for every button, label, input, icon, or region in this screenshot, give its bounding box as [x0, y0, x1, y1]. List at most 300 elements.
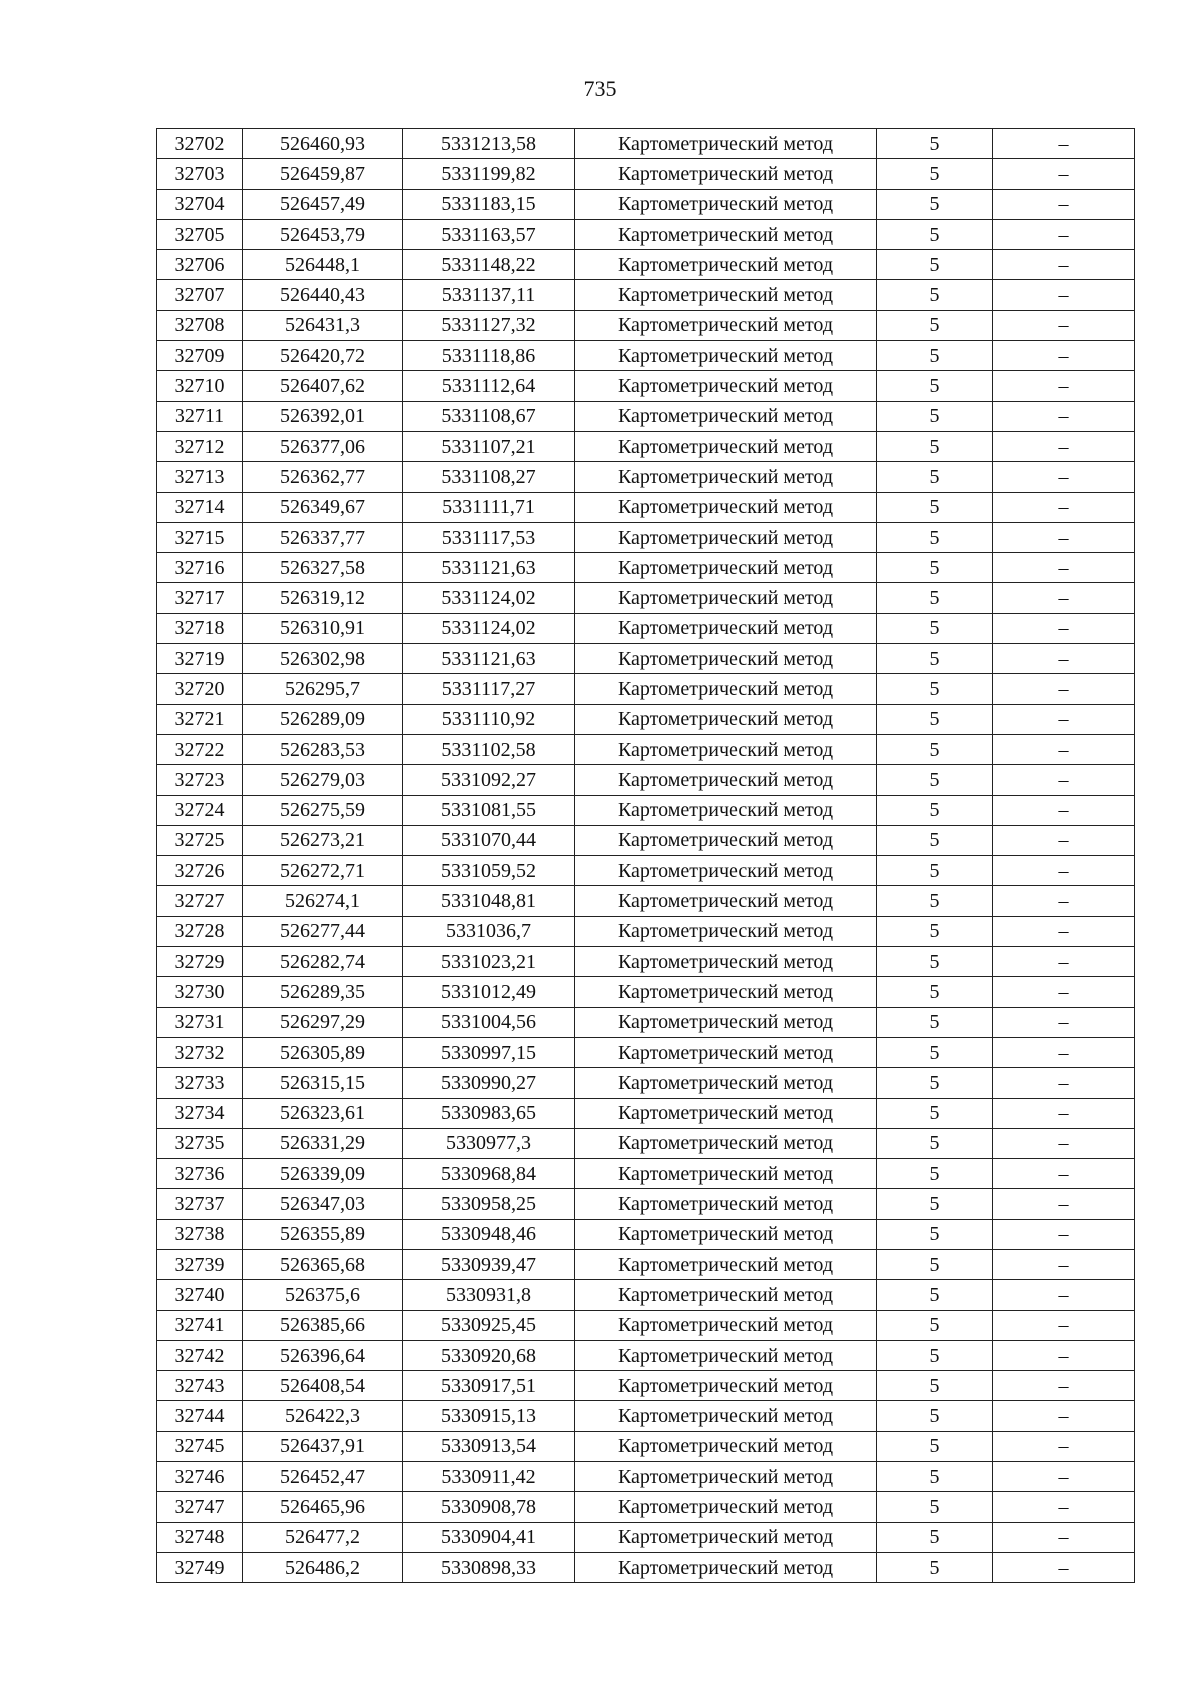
y-coordinate-cell: 5331036,7: [403, 916, 575, 946]
point-number-cell: 32739: [157, 1249, 243, 1279]
y-coordinate-cell: 5331124,02: [403, 613, 575, 643]
y-coordinate-cell: 5331117,27: [403, 674, 575, 704]
table-row: [157, 1492, 1135, 1522]
method-cell: Картометрический метод: [575, 825, 877, 855]
x-coordinate-cell: 526460,93: [243, 129, 403, 159]
x-coordinate-cell: 526289,35: [243, 977, 403, 1007]
x-coordinate-cell: 526408,54: [243, 1371, 403, 1401]
method-cell: Картометрический метод: [575, 1128, 877, 1158]
point-number-cell: 32722: [157, 734, 243, 764]
table-row: [157, 1037, 1135, 1067]
y-coordinate-cell: 5331117,53: [403, 522, 575, 552]
accuracy-cell: 5: [877, 1431, 993, 1461]
x-coordinate-cell: 526420,72: [243, 341, 403, 371]
table-row: [157, 553, 1135, 583]
accuracy-cell: 5: [877, 613, 993, 643]
method-cell: Картометрический метод: [575, 189, 877, 219]
accuracy-cell: 5: [877, 674, 993, 704]
y-coordinate-cell: 5330917,51: [403, 1371, 575, 1401]
x-coordinate-cell: 526327,58: [243, 553, 403, 583]
x-coordinate-cell: 526347,03: [243, 1189, 403, 1219]
point-number-cell: 32726: [157, 856, 243, 886]
accuracy-cell: 5: [877, 765, 993, 795]
y-coordinate-cell: 5331081,55: [403, 795, 575, 825]
accuracy-cell: 5: [877, 916, 993, 946]
table-row: [157, 1189, 1135, 1219]
description-cell: –: [993, 1219, 1135, 1249]
description-cell: –: [993, 1007, 1135, 1037]
description-cell: –: [993, 1128, 1135, 1158]
table-row: [157, 401, 1135, 431]
y-coordinate-cell: 5330898,33: [403, 1552, 575, 1582]
table-row: [157, 1128, 1135, 1158]
point-number-cell: 32714: [157, 492, 243, 522]
point-number-cell: 32720: [157, 674, 243, 704]
table-row: [157, 765, 1135, 795]
x-coordinate-cell: 526277,44: [243, 916, 403, 946]
accuracy-cell: 5: [877, 886, 993, 916]
x-coordinate-cell: 526310,91: [243, 613, 403, 643]
point-number-cell: 32717: [157, 583, 243, 613]
accuracy-cell: 5: [877, 492, 993, 522]
point-number-cell: 32703: [157, 159, 243, 189]
point-number-cell: 32728: [157, 916, 243, 946]
method-cell: Картометрический метод: [575, 250, 877, 280]
description-cell: –: [993, 1431, 1135, 1461]
x-coordinate-cell: 526407,62: [243, 371, 403, 401]
x-coordinate-cell: 526392,01: [243, 401, 403, 431]
y-coordinate-cell: 5331163,57: [403, 219, 575, 249]
description-cell: –: [993, 1310, 1135, 1340]
point-number-cell: 32723: [157, 765, 243, 795]
y-coordinate-cell: 5331110,92: [403, 704, 575, 734]
description-cell: –: [993, 734, 1135, 764]
point-number-cell: 32740: [157, 1280, 243, 1310]
point-number-cell: 32724: [157, 795, 243, 825]
y-coordinate-cell: 5331023,21: [403, 947, 575, 977]
x-coordinate-cell: 526315,15: [243, 1068, 403, 1098]
method-cell: Картометрический метод: [575, 462, 877, 492]
description-cell: –: [993, 462, 1135, 492]
x-coordinate-cell: 526337,77: [243, 522, 403, 552]
description-cell: –: [993, 1401, 1135, 1431]
x-coordinate-cell: 526349,67: [243, 492, 403, 522]
table-row: [157, 129, 1135, 159]
point-number-cell: 32719: [157, 644, 243, 674]
y-coordinate-cell: 5331108,67: [403, 401, 575, 431]
accuracy-cell: 5: [877, 1310, 993, 1340]
description-cell: –: [993, 250, 1135, 280]
description-cell: –: [993, 704, 1135, 734]
table-row: [157, 613, 1135, 643]
method-cell: Картометрический метод: [575, 1371, 877, 1401]
point-number-cell: 32734: [157, 1098, 243, 1128]
y-coordinate-cell: 5331048,81: [403, 886, 575, 916]
accuracy-cell: 5: [877, 219, 993, 249]
description-cell: –: [993, 947, 1135, 977]
description-cell: –: [993, 1522, 1135, 1552]
point-number-cell: 32731: [157, 1007, 243, 1037]
accuracy-cell: 5: [877, 977, 993, 1007]
x-coordinate-cell: 526305,89: [243, 1037, 403, 1067]
x-coordinate-cell: 526319,12: [243, 583, 403, 613]
method-cell: Картометрический метод: [575, 795, 877, 825]
point-number-cell: 32709: [157, 341, 243, 371]
y-coordinate-cell: 5330913,54: [403, 1431, 575, 1461]
point-number-cell: 32741: [157, 1310, 243, 1340]
accuracy-cell: 5: [877, 280, 993, 310]
method-cell: Картометрический метод: [575, 765, 877, 795]
table-row: [157, 947, 1135, 977]
point-number-cell: 32729: [157, 947, 243, 977]
y-coordinate-cell: 5331137,11: [403, 280, 575, 310]
table-row: [157, 250, 1135, 280]
description-cell: –: [993, 1249, 1135, 1279]
description-cell: –: [993, 310, 1135, 340]
accuracy-cell: 5: [877, 825, 993, 855]
table-row: [157, 674, 1135, 704]
method-cell: Картометрический метод: [575, 1310, 877, 1340]
method-cell: Картометрический метод: [575, 613, 877, 643]
accuracy-cell: 5: [877, 1280, 993, 1310]
x-coordinate-cell: 526385,66: [243, 1310, 403, 1340]
description-cell: –: [993, 1371, 1135, 1401]
y-coordinate-cell: 5330931,8: [403, 1280, 575, 1310]
y-coordinate-cell: 5330925,45: [403, 1310, 575, 1340]
description-cell: –: [993, 492, 1135, 522]
method-cell: Картометрический метод: [575, 1007, 877, 1037]
description-cell: –: [993, 795, 1135, 825]
description-cell: –: [993, 1492, 1135, 1522]
description-cell: –: [993, 159, 1135, 189]
accuracy-cell: 5: [877, 583, 993, 613]
table-row: [157, 1219, 1135, 1249]
description-cell: –: [993, 431, 1135, 461]
description-cell: –: [993, 856, 1135, 886]
point-number-cell: 32707: [157, 280, 243, 310]
accuracy-cell: 5: [877, 1219, 993, 1249]
y-coordinate-cell: 5330904,41: [403, 1522, 575, 1552]
method-cell: Картометрический метод: [575, 1522, 877, 1552]
method-cell: Картометрический метод: [575, 1189, 877, 1219]
method-cell: Картометрический метод: [575, 704, 877, 734]
accuracy-cell: 5: [877, 1492, 993, 1522]
description-cell: –: [993, 977, 1135, 1007]
x-coordinate-cell: 526422,3: [243, 1401, 403, 1431]
table-row: [157, 977, 1135, 1007]
table-row: [157, 462, 1135, 492]
accuracy-cell: 5: [877, 1007, 993, 1037]
accuracy-cell: 5: [877, 704, 993, 734]
description-cell: –: [993, 371, 1135, 401]
y-coordinate-cell: 5330948,46: [403, 1219, 575, 1249]
accuracy-cell: 5: [877, 189, 993, 219]
method-cell: Картометрический метод: [575, 674, 877, 704]
y-coordinate-cell: 5330983,65: [403, 1098, 575, 1128]
description-cell: –: [993, 825, 1135, 855]
x-coordinate-cell: 526279,03: [243, 765, 403, 795]
x-coordinate-cell: 526339,09: [243, 1159, 403, 1189]
table-row: [157, 310, 1135, 340]
description-cell: –: [993, 644, 1135, 674]
method-cell: Картометрический метод: [575, 1340, 877, 1370]
point-number-cell: 32716: [157, 553, 243, 583]
x-coordinate-cell: 526362,77: [243, 462, 403, 492]
method-cell: Картометрический метод: [575, 341, 877, 371]
y-coordinate-cell: 5331121,63: [403, 644, 575, 674]
y-coordinate-cell: 5330977,3: [403, 1128, 575, 1158]
table-row: [157, 1462, 1135, 1492]
table-row: [157, 341, 1135, 371]
x-coordinate-cell: 526355,89: [243, 1219, 403, 1249]
point-number-cell: 32710: [157, 371, 243, 401]
x-coordinate-cell: 526289,09: [243, 704, 403, 734]
accuracy-cell: 5: [877, 1371, 993, 1401]
accuracy-cell: 5: [877, 947, 993, 977]
y-coordinate-cell: 5331121,63: [403, 553, 575, 583]
point-number-cell: 32730: [157, 977, 243, 1007]
y-coordinate-cell: 5331092,27: [403, 765, 575, 795]
x-coordinate-cell: 526440,43: [243, 280, 403, 310]
method-cell: Картометрический метод: [575, 159, 877, 189]
accuracy-cell: 5: [877, 341, 993, 371]
accuracy-cell: 5: [877, 1552, 993, 1582]
method-cell: Картометрический метод: [575, 1462, 877, 1492]
point-number-cell: 32705: [157, 219, 243, 249]
x-coordinate-cell: 526272,71: [243, 856, 403, 886]
point-number-cell: 32733: [157, 1068, 243, 1098]
x-coordinate-cell: 526431,3: [243, 310, 403, 340]
description-cell: –: [993, 613, 1135, 643]
x-coordinate-cell: 526375,6: [243, 1280, 403, 1310]
y-coordinate-cell: 5331070,44: [403, 825, 575, 855]
point-number-cell: 32712: [157, 431, 243, 461]
method-cell: Картометрический метод: [575, 492, 877, 522]
accuracy-cell: 5: [877, 1128, 993, 1158]
method-cell: Картометрический метод: [575, 310, 877, 340]
method-cell: Картометрический метод: [575, 916, 877, 946]
y-coordinate-cell: 5331012,49: [403, 977, 575, 1007]
y-coordinate-cell: 5330908,78: [403, 1492, 575, 1522]
accuracy-cell: 5: [877, 1159, 993, 1189]
table-row: [157, 1098, 1135, 1128]
method-cell: Картометрический метод: [575, 371, 877, 401]
table-row: [157, 795, 1135, 825]
description-cell: –: [993, 189, 1135, 219]
x-coordinate-cell: 526396,64: [243, 1340, 403, 1370]
description-cell: –: [993, 1159, 1135, 1189]
table-row: [157, 189, 1135, 219]
y-coordinate-cell: 5330997,15: [403, 1037, 575, 1067]
x-coordinate-cell: 526486,2: [243, 1552, 403, 1582]
table-row: [157, 1280, 1135, 1310]
accuracy-cell: 5: [877, 371, 993, 401]
accuracy-cell: 5: [877, 1068, 993, 1098]
table-row: [157, 1340, 1135, 1370]
method-cell: Картометрический метод: [575, 401, 877, 431]
x-coordinate-cell: 526273,21: [243, 825, 403, 855]
x-coordinate-cell: 526437,91: [243, 1431, 403, 1461]
description-cell: –: [993, 886, 1135, 916]
accuracy-cell: 5: [877, 553, 993, 583]
table-row: [157, 916, 1135, 946]
description-cell: –: [993, 522, 1135, 552]
point-number-cell: 32742: [157, 1340, 243, 1370]
point-number-cell: 32746: [157, 1462, 243, 1492]
description-cell: –: [993, 765, 1135, 795]
method-cell: Картометрический метод: [575, 583, 877, 613]
method-cell: Картометрический метод: [575, 219, 877, 249]
point-number-cell: 32721: [157, 704, 243, 734]
method-cell: Картометрический метод: [575, 1037, 877, 1067]
point-number-cell: 32747: [157, 1492, 243, 1522]
table-row: [157, 1431, 1135, 1461]
point-number-cell: 32715: [157, 522, 243, 552]
point-number-cell: 32744: [157, 1401, 243, 1431]
description-cell: –: [993, 1340, 1135, 1370]
method-cell: Картометрический метод: [575, 1098, 877, 1128]
y-coordinate-cell: 5331183,15: [403, 189, 575, 219]
table-row: [157, 280, 1135, 310]
method-cell: Картометрический метод: [575, 1431, 877, 1461]
coordinates-table-body: [157, 129, 1135, 1583]
point-number-cell: 32737: [157, 1189, 243, 1219]
table-row: [157, 734, 1135, 764]
x-coordinate-cell: 526302,98: [243, 644, 403, 674]
table-row: [157, 371, 1135, 401]
accuracy-cell: 5: [877, 129, 993, 159]
method-cell: Картометрический метод: [575, 1401, 877, 1431]
x-coordinate-cell: 526275,59: [243, 795, 403, 825]
point-number-cell: 32749: [157, 1552, 243, 1582]
description-cell: –: [993, 1280, 1135, 1310]
description-cell: –: [993, 401, 1135, 431]
y-coordinate-cell: 5331213,58: [403, 129, 575, 159]
y-coordinate-cell: 5331148,22: [403, 250, 575, 280]
table-row: [157, 644, 1135, 674]
table-row: [157, 492, 1135, 522]
point-number-cell: 32743: [157, 1371, 243, 1401]
method-cell: Картометрический метод: [575, 977, 877, 1007]
method-cell: Картометрический метод: [575, 522, 877, 552]
point-number-cell: 32702: [157, 129, 243, 159]
y-coordinate-cell: 5330958,25: [403, 1189, 575, 1219]
method-cell: Картометрический метод: [575, 1219, 877, 1249]
description-cell: –: [993, 280, 1135, 310]
x-coordinate-cell: 526459,87: [243, 159, 403, 189]
x-coordinate-cell: 526274,1: [243, 886, 403, 916]
accuracy-cell: 5: [877, 159, 993, 189]
description-cell: –: [993, 1037, 1135, 1067]
page-number: 735: [583, 76, 617, 101]
description-cell: –: [993, 1189, 1135, 1219]
x-coordinate-cell: 526453,79: [243, 219, 403, 249]
point-number-cell: 32706: [157, 250, 243, 280]
accuracy-cell: 5: [877, 795, 993, 825]
description-cell: –: [993, 341, 1135, 371]
accuracy-cell: 5: [877, 462, 993, 492]
method-cell: Картометрический метод: [575, 734, 877, 764]
y-coordinate-cell: 5331004,56: [403, 1007, 575, 1037]
accuracy-cell: 5: [877, 1189, 993, 1219]
y-coordinate-cell: 5330920,68: [403, 1340, 575, 1370]
method-cell: Картометрический метод: [575, 1068, 877, 1098]
accuracy-cell: 5: [877, 734, 993, 764]
accuracy-cell: 5: [877, 431, 993, 461]
table-row: [157, 1371, 1135, 1401]
accuracy-cell: 5: [877, 1098, 993, 1128]
y-coordinate-cell: 5331112,64: [403, 371, 575, 401]
table-row: [157, 431, 1135, 461]
y-coordinate-cell: 5330915,13: [403, 1401, 575, 1431]
table-row: [157, 704, 1135, 734]
coordinates-table: [156, 128, 1135, 1583]
x-coordinate-cell: 526331,29: [243, 1128, 403, 1158]
point-number-cell: 32748: [157, 1522, 243, 1552]
table-row: [157, 886, 1135, 916]
x-coordinate-cell: 526365,68: [243, 1249, 403, 1279]
x-coordinate-cell: 526457,49: [243, 189, 403, 219]
table-row: [157, 522, 1135, 552]
method-cell: Картометрический метод: [575, 129, 877, 159]
table-row: [157, 1552, 1135, 1582]
y-coordinate-cell: 5330939,47: [403, 1249, 575, 1279]
x-coordinate-cell: 526295,7: [243, 674, 403, 704]
accuracy-cell: 5: [877, 1462, 993, 1492]
point-number-cell: 32745: [157, 1431, 243, 1461]
x-coordinate-cell: 526377,06: [243, 431, 403, 461]
table-row: [157, 1249, 1135, 1279]
table-row: [157, 1068, 1135, 1098]
point-number-cell: 32735: [157, 1128, 243, 1158]
x-coordinate-cell: 526283,53: [243, 734, 403, 764]
y-coordinate-cell: 5330990,27: [403, 1068, 575, 1098]
point-number-cell: 32727: [157, 886, 243, 916]
point-number-cell: 32738: [157, 1219, 243, 1249]
method-cell: Картометрический метод: [575, 1280, 877, 1310]
method-cell: Картометрический метод: [575, 280, 877, 310]
description-cell: –: [993, 1552, 1135, 1582]
y-coordinate-cell: 5331199,82: [403, 159, 575, 189]
description-cell: –: [993, 1068, 1135, 1098]
table-row: [157, 1007, 1135, 1037]
method-cell: Картометрический метод: [575, 1492, 877, 1522]
x-coordinate-cell: 526448,1: [243, 250, 403, 280]
y-coordinate-cell: 5330911,42: [403, 1462, 575, 1492]
method-cell: Картометрический метод: [575, 947, 877, 977]
table-row: [157, 1310, 1135, 1340]
x-coordinate-cell: 526297,29: [243, 1007, 403, 1037]
method-cell: Картометрический метод: [575, 644, 877, 674]
accuracy-cell: 5: [877, 310, 993, 340]
description-cell: –: [993, 553, 1135, 583]
x-coordinate-cell: 526282,74: [243, 947, 403, 977]
method-cell: Картометрический метод: [575, 553, 877, 583]
y-coordinate-cell: 5331102,58: [403, 734, 575, 764]
y-coordinate-cell: 5331118,86: [403, 341, 575, 371]
accuracy-cell: 5: [877, 401, 993, 431]
method-cell: Картометрический метод: [575, 856, 877, 886]
accuracy-cell: 5: [877, 250, 993, 280]
table-row: [157, 1401, 1135, 1431]
table-row: [157, 1522, 1135, 1552]
point-number-cell: 32725: [157, 825, 243, 855]
table-row: [157, 159, 1135, 189]
x-coordinate-cell: 526465,96: [243, 1492, 403, 1522]
table-row: [157, 219, 1135, 249]
description-cell: –: [993, 1462, 1135, 1492]
description-cell: –: [993, 674, 1135, 704]
